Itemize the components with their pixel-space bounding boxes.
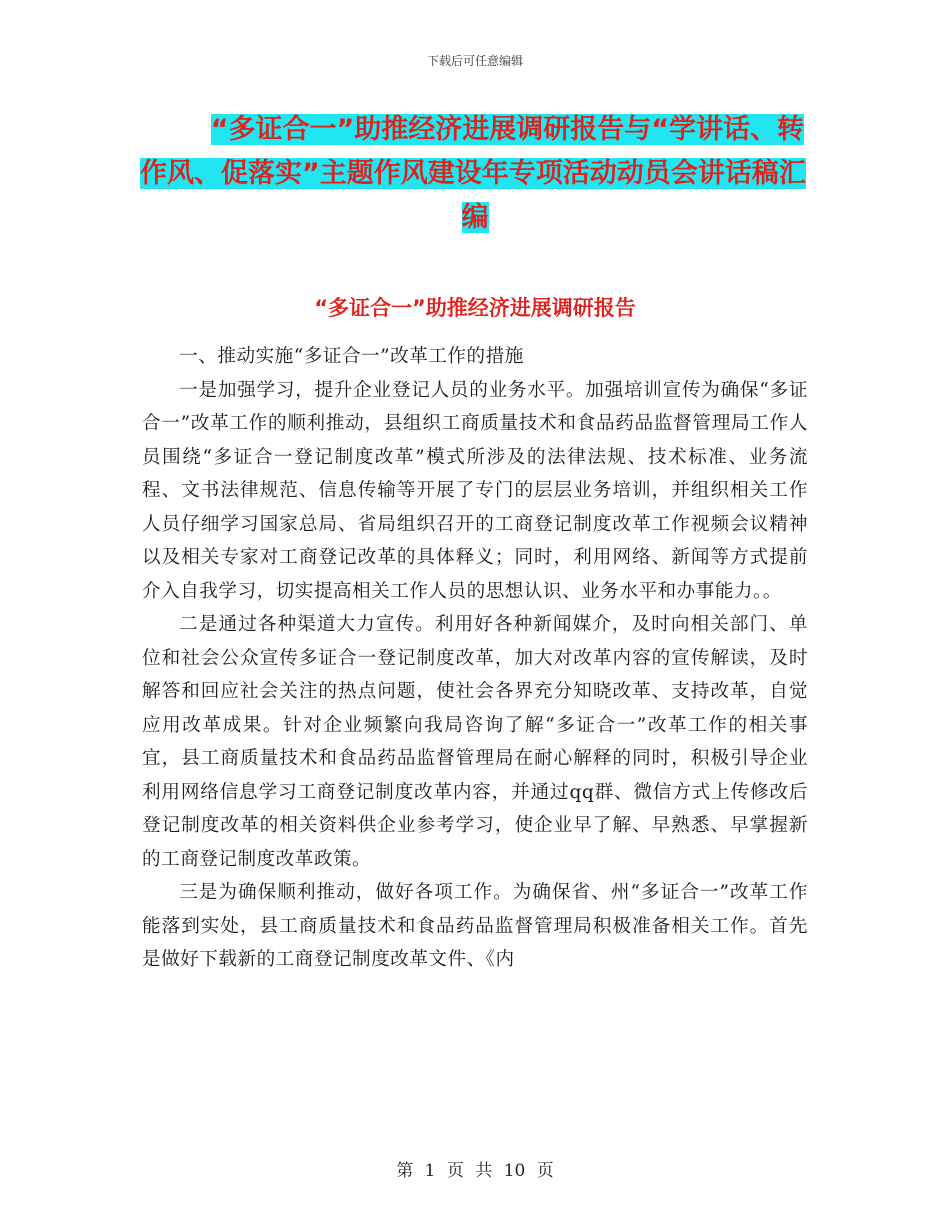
main-title-line-1: “多证合一”助推经济进展调研报告与“学讲话、转 [210,114,804,145]
page-number-footer: 第 1 页 共 10 页 [396,1161,554,1181]
body-paragraph: 二是通过各种渠道大力宣传。利用好各种新闻媒介，及时向相关部门、单位和社会公众宣传多证合一登记制度改革，加大对改革内容的宣传解读，及时解答和回应社会关注的热点问题，使社会各界充分知晓改革、支持改革，自觉应用改革成果。针对企业频繁向我局咨询了解“多证合一”改革工作的相关事宜，县工商质量技术和食品药品监督管理局在耐心解释的同时，积极引导企业利用网络信息学习工商登记制度改革内容，并通过qq群、微信方式上传修改后登记制度改革的相关资料供企业参考学习，使企业早了解、早熟悉、早掌握新的工商登记制度改革政策。 [142,614,808,870]
document-main-title [140,108,810,240]
body-paragraph: 三是为确保顺利推动，做好各项工作。为确保省、州“多证合一”改革工作能落到实处，县工商质量技术和食品药品监督管理局积极准备相关工作。首先是做好下载新的工商登记制度改革文件、《内 [142,882,808,970]
document-sub-title: “多证合一”助推经济进展调研报告 [314,296,636,320]
section-heading: 一、推动实施“多证合一”改革工作的措施 [179,346,524,367]
body-paragraph: 一是加强学习，提升企业登记人员的业务水平。加强培训宣传为确保“多证合一”改革工作的顺利推动，县组织工商质量技术和食品药品监督管理局工作人员围绕“多证合一登记制度改革”模式所涉及的法律法规、技术标准、业务流程、文书法律规范、信息传输等开展了专门的层层业务培训，并组织相关工作人员仔细学习国家总局、省局组织召开的工商登记制度改革工作视频会议精神以及相关专家对工商登记改革的具体释义；同时，利用网络、新闻等方式提前介入自我学习，切实提高相关工作人员的思想认识、业务水平和办事能力。。 [142,379,808,602]
document-body [142,340,808,977]
main-title-line-3: 编 [461,202,489,233]
page-header-note: 下载后可任意编辑 [426,54,523,68]
main-title-line-2: 作风、促落实”主题作风建设年专项活动动员会讲话稿汇 [140,158,806,189]
